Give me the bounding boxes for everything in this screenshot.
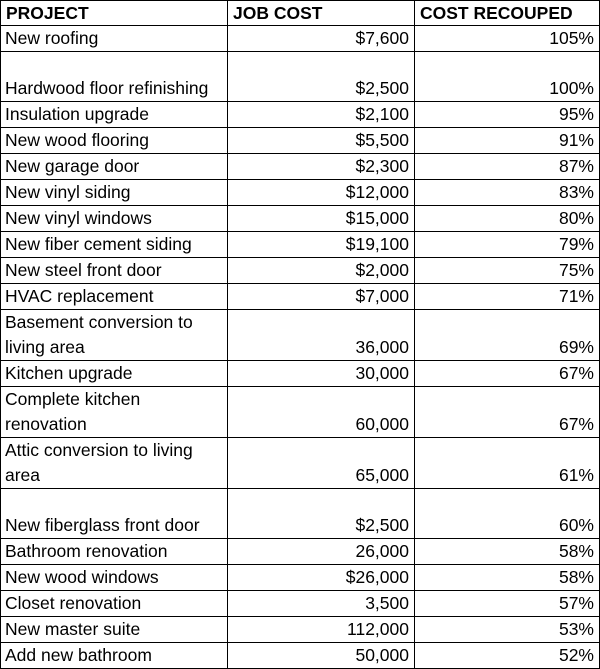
project-cell: New fiber cement siding	[1, 232, 228, 258]
header-cost-recouped: COST RECOUPED	[415, 1, 600, 26]
table-header-row	[1, 1, 600, 26]
project-cell: Add new bathroom	[1, 643, 228, 669]
job-cost-cell: $2,100	[228, 102, 415, 128]
project-cell: Basement conversion to living area	[1, 310, 228, 361]
job-cost-cell: $7,600	[228, 26, 415, 52]
cost-recouped-cell: 75%	[415, 258, 600, 284]
cost-recouped-cell: 69%	[415, 310, 600, 361]
cost-recouped-cell: 58%	[415, 539, 600, 565]
cost-recouped-cell: 71%	[415, 284, 600, 310]
table-row	[1, 310, 600, 361]
table-body	[1, 26, 600, 669]
table-row	[1, 206, 600, 232]
project-cell: Complete kitchen renovation	[1, 387, 228, 438]
cost-recouped-cell: 60%	[415, 489, 600, 539]
job-cost-cell: $26,000	[228, 565, 415, 591]
project-cell: New wood windows	[1, 565, 228, 591]
project-cell: Kitchen upgrade	[1, 361, 228, 387]
project-cell: Bathroom renovation	[1, 539, 228, 565]
cost-recouped-cell: 80%	[415, 206, 600, 232]
project-cell: Hardwood floor refinishing	[1, 52, 228, 102]
header-project: PROJECT	[1, 1, 228, 26]
job-cost-cell: $7,000	[228, 284, 415, 310]
table-row	[1, 154, 600, 180]
project-cell: New fiberglass front door	[1, 489, 228, 539]
job-cost-cell: $2,300	[228, 154, 415, 180]
table-row	[1, 539, 600, 565]
table-row	[1, 284, 600, 310]
cost-recouped-cell: 61%	[415, 438, 600, 489]
project-cell: Closet renovation	[1, 591, 228, 617]
project-cell: New vinyl siding	[1, 180, 228, 206]
cost-recouped-cell: 105%	[415, 26, 600, 52]
table-row	[1, 387, 600, 438]
table-row	[1, 643, 600, 669]
table-row	[1, 489, 600, 539]
table-row	[1, 438, 600, 489]
cost-recouped-cell: 83%	[415, 180, 600, 206]
table-row	[1, 128, 600, 154]
cost-recouped-cell: 52%	[415, 643, 600, 669]
table-row	[1, 591, 600, 617]
project-cell: New master suite	[1, 617, 228, 643]
job-cost-cell: 112,000	[228, 617, 415, 643]
project-cell: Attic conversion to living area	[1, 438, 228, 489]
job-cost-cell: $19,100	[228, 232, 415, 258]
job-cost-cell: $2,000	[228, 258, 415, 284]
job-cost-cell: $15,000	[228, 206, 415, 232]
project-cell: New vinyl windows	[1, 206, 228, 232]
job-cost-cell: 65,000	[228, 438, 415, 489]
job-cost-cell: 50,000	[228, 643, 415, 669]
table-row	[1, 361, 600, 387]
cost-recouped-cell: 67%	[415, 387, 600, 438]
table-row	[1, 26, 600, 52]
cost-recouped-cell: 87%	[415, 154, 600, 180]
cost-recouped-cell: 57%	[415, 591, 600, 617]
job-cost-cell: $2,500	[228, 52, 415, 102]
job-cost-cell: $5,500	[228, 128, 415, 154]
header-job-cost: JOB COST	[228, 1, 415, 26]
table-row	[1, 232, 600, 258]
table-row	[1, 52, 600, 102]
table-row	[1, 102, 600, 128]
job-cost-cell: 36,000	[228, 310, 415, 361]
cost-recouped-cell: 91%	[415, 128, 600, 154]
cost-recouped-cell: 67%	[415, 361, 600, 387]
project-cell: HVAC replacement	[1, 284, 228, 310]
cost-recouped-cell: 53%	[415, 617, 600, 643]
project-cell: Insulation upgrade	[1, 102, 228, 128]
table-row	[1, 258, 600, 284]
project-cell: New garage door	[1, 154, 228, 180]
job-cost-cell: 60,000	[228, 387, 415, 438]
job-cost-cell: 26,000	[228, 539, 415, 565]
table-row	[1, 617, 600, 643]
job-cost-cell: $12,000	[228, 180, 415, 206]
cost-recouped-cell: 95%	[415, 102, 600, 128]
cost-recouped-cell: 58%	[415, 565, 600, 591]
job-cost-cell: 3,500	[228, 591, 415, 617]
cost-recouped-cell: 79%	[415, 232, 600, 258]
table-row	[1, 180, 600, 206]
project-cell: New roofing	[1, 26, 228, 52]
table-row	[1, 565, 600, 591]
job-cost-cell: 30,000	[228, 361, 415, 387]
cost-recouped-cell: 100%	[415, 52, 600, 102]
job-cost-cell: $2,500	[228, 489, 415, 539]
project-cell: New wood flooring	[1, 128, 228, 154]
project-cell: New steel front door	[1, 258, 228, 284]
